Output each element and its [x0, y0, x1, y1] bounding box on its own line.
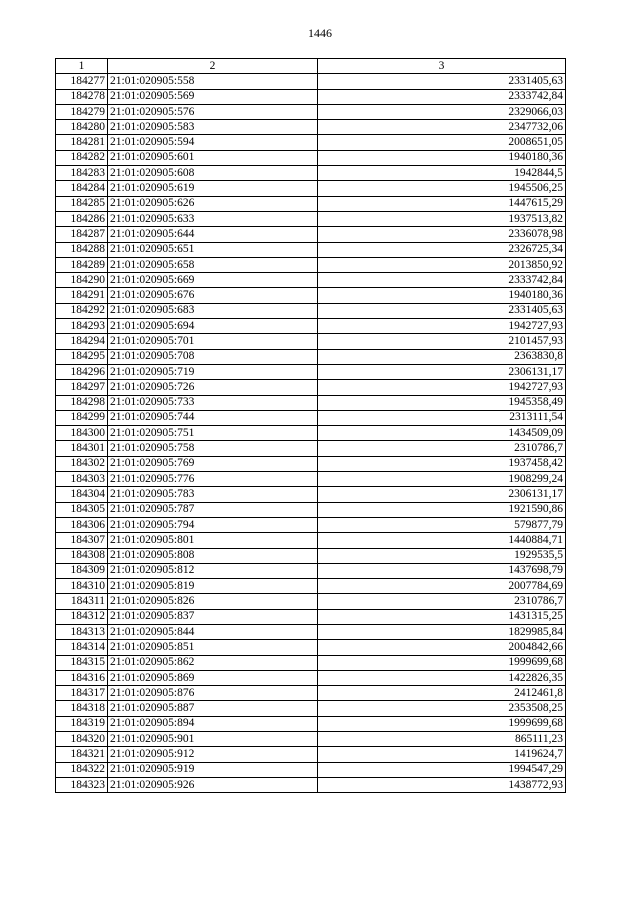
cadastral-number-cell: 21:01:020905:783: [108, 487, 318, 502]
row-number-cell: 184278: [56, 89, 108, 104]
row-number-cell: 184283: [56, 166, 108, 181]
cadastral-number-cell: 21:01:020905:808: [108, 548, 318, 563]
cadastral-number-cell: 21:01:020905:758: [108, 441, 318, 456]
cadastral-number-cell: 21:01:020905:683: [108, 303, 318, 318]
table-row: [56, 762, 566, 777]
cadastral-number-cell: 21:01:020905:576: [108, 104, 318, 119]
row-number-cell: 184307: [56, 533, 108, 548]
table-row: [56, 364, 566, 379]
row-number-cell: 184303: [56, 472, 108, 487]
cadastral-value-cell: 2329066,03: [318, 104, 566, 119]
cadastral-number-cell: 21:01:020905:733: [108, 395, 318, 410]
table-row: [56, 196, 566, 211]
table-row: [56, 211, 566, 226]
cadastral-value-cell: 2306131,17: [318, 364, 566, 379]
row-number-cell: 184311: [56, 594, 108, 609]
cadastral-number-cell: 21:01:020905:744: [108, 410, 318, 425]
row-number-cell: 184277: [56, 74, 108, 89]
cadastral-number-cell: 21:01:020905:658: [108, 257, 318, 272]
cadastral-number-cell: 21:01:020905:837: [108, 609, 318, 624]
cadastral-number-cell: 21:01:020905:608: [108, 166, 318, 181]
table-row: [56, 120, 566, 135]
cadastral-number-cell: 21:01:020905:558: [108, 74, 318, 89]
cadastral-value-cell: 2347732,06: [318, 120, 566, 135]
row-number-cell: 184323: [56, 777, 108, 792]
cadastral-value-cell: 1447615,29: [318, 196, 566, 211]
table-row: [56, 74, 566, 89]
table-header-row: [56, 59, 566, 74]
table-row: [56, 747, 566, 762]
page-number: 1446: [308, 26, 332, 40]
table-row: [56, 288, 566, 303]
table-row: [56, 655, 566, 670]
cadastral-value-cell: 1945358,49: [318, 395, 566, 410]
row-number-cell: 184315: [56, 655, 108, 670]
cadastral-number-cell: 21:01:020905:801: [108, 533, 318, 548]
row-number-cell: 184285: [56, 196, 108, 211]
row-number-cell: 184291: [56, 288, 108, 303]
table-row: [56, 135, 566, 150]
table-row: [56, 640, 566, 655]
cadastral-value-cell: 2331405,63: [318, 303, 566, 318]
cadastral-number-cell: 21:01:020905:583: [108, 120, 318, 135]
table-row: [56, 472, 566, 487]
table-row: [56, 166, 566, 181]
cadastral-value-cell: 2101457,93: [318, 334, 566, 349]
row-number-cell: 184294: [56, 334, 108, 349]
row-number-cell: 184318: [56, 701, 108, 716]
cadastral-value-cell: 1940180,36: [318, 150, 566, 165]
cadastral-number-cell: 21:01:020905:751: [108, 426, 318, 441]
cadastral-value-cell: 1437698,79: [318, 563, 566, 578]
table-row: [56, 334, 566, 349]
cadastral-number-cell: 21:01:020905:651: [108, 242, 318, 257]
cadastral-value-cell: 1434509,09: [318, 426, 566, 441]
table-row: [56, 319, 566, 334]
cadastral-number-cell: 21:01:020905:633: [108, 211, 318, 226]
table-row: [56, 686, 566, 701]
row-number-cell: 184292: [56, 303, 108, 318]
cadastral-number-cell: 21:01:020905:887: [108, 701, 318, 716]
table-row: [56, 380, 566, 395]
cadastral-value-cell: 2310786,7: [318, 441, 566, 456]
cadastral-number-cell: 21:01:020905:912: [108, 747, 318, 762]
cadastral-value-cell: 2326725,34: [318, 242, 566, 257]
row-number-cell: 184295: [56, 349, 108, 364]
table-row: [56, 150, 566, 165]
table-row: [56, 701, 566, 716]
cadastral-value-cell: 2306131,17: [318, 487, 566, 502]
cadastral-value-cell: 1438772,93: [318, 777, 566, 792]
cadastral-value-cell: 2008651,05: [318, 135, 566, 150]
cadastral-value-cell: 2310786,7: [318, 594, 566, 609]
row-number-cell: 184296: [56, 364, 108, 379]
cadastral-number-cell: 21:01:020905:926: [108, 777, 318, 792]
row-number-cell: 184304: [56, 487, 108, 502]
cadastral-value-cell: 2007784,69: [318, 579, 566, 594]
table-row: [56, 227, 566, 242]
cadastral-value-cell: 2331405,63: [318, 74, 566, 89]
table-row: [56, 517, 566, 532]
table-row: [56, 395, 566, 410]
cadastral-value-cell: 1937513,82: [318, 211, 566, 226]
row-number-cell: 184279: [56, 104, 108, 119]
cadastral-number-cell: 21:01:020905:719: [108, 364, 318, 379]
cadastral-number-cell: 21:01:020905:826: [108, 594, 318, 609]
cadastral-number-cell: 21:01:020905:644: [108, 227, 318, 242]
cadastral-number-cell: 21:01:020905:787: [108, 502, 318, 517]
column-header-3: 3: [318, 59, 566, 74]
table-row: [56, 487, 566, 502]
cadastral-number-cell: 21:01:020905:769: [108, 456, 318, 471]
row-number-cell: 184293: [56, 319, 108, 334]
row-number-cell: 184309: [56, 563, 108, 578]
cadastral-number-cell: 21:01:020905:819: [108, 579, 318, 594]
cadastral-value-cell: 2004842,66: [318, 640, 566, 655]
cadastral-number-cell: 21:01:020905:901: [108, 732, 318, 747]
cadastral-value-cell: 1994547,29: [318, 762, 566, 777]
row-number-cell: 184290: [56, 273, 108, 288]
table-row: [56, 716, 566, 731]
cadastral-value-cell: 1999699,68: [318, 655, 566, 670]
table-row: [56, 777, 566, 792]
row-number-cell: 184317: [56, 686, 108, 701]
table-row: [56, 732, 566, 747]
table-row: [56, 502, 566, 517]
row-number-cell: 184306: [56, 517, 108, 532]
cadastral-value-cell: 1929535,5: [318, 548, 566, 563]
cadastral-value-cell: 2333742,84: [318, 273, 566, 288]
cadastral-value-cell: 1940180,36: [318, 288, 566, 303]
row-number-cell: 184319: [56, 716, 108, 731]
row-number-cell: 184300: [56, 426, 108, 441]
table-row: [56, 303, 566, 318]
table-row: [56, 563, 566, 578]
column-header-2: 2: [108, 59, 318, 74]
cadastral-value-cell: 1431315,25: [318, 609, 566, 624]
cadastral-number-cell: 21:01:020905:701: [108, 334, 318, 349]
cadastral-value-cell: 865111,23: [318, 732, 566, 747]
row-number-cell: 184322: [56, 762, 108, 777]
row-number-cell: 184297: [56, 380, 108, 395]
cadastral-value-cell: 2313111,54: [318, 410, 566, 425]
row-number-cell: 184280: [56, 120, 108, 135]
table-row: [56, 181, 566, 196]
cadastral-value-cell: 579877,79: [318, 517, 566, 532]
table-row: [56, 426, 566, 441]
cadastral-value-cell: 2353508,25: [318, 701, 566, 716]
row-number-cell: 184289: [56, 257, 108, 272]
cadastral-number-cell: 21:01:020905:676: [108, 288, 318, 303]
table-row: [56, 349, 566, 364]
cadastral-value-cell: 1422826,35: [318, 670, 566, 685]
column-header-1: 1: [56, 59, 108, 74]
row-number-cell: 184321: [56, 747, 108, 762]
row-number-cell: 184312: [56, 609, 108, 624]
row-number-cell: 184282: [56, 150, 108, 165]
cadastral-number-cell: 21:01:020905:669: [108, 273, 318, 288]
cadastral-value-cell: 1440884,71: [318, 533, 566, 548]
cadastral-value-cell: 2363830,8: [318, 349, 566, 364]
cadastral-number-cell: 21:01:020905:894: [108, 716, 318, 731]
cadastral-value-cell: 1921590,86: [318, 502, 566, 517]
cadastral-value-cell: 1937458,42: [318, 456, 566, 471]
table-row: [56, 89, 566, 104]
table-row: [56, 594, 566, 609]
row-number-cell: 184287: [56, 227, 108, 242]
cadastral-value-cell: 1908299,24: [318, 472, 566, 487]
cadastral-value-cell: 1999699,68: [318, 716, 566, 731]
table-row: [56, 579, 566, 594]
table-row: [56, 257, 566, 272]
cadastral-value-table: [55, 58, 566, 793]
row-number-cell: 184301: [56, 441, 108, 456]
row-number-cell: 184286: [56, 211, 108, 226]
table-row: [56, 670, 566, 685]
cadastral-value-cell: 1829985,84: [318, 624, 566, 639]
cadastral-number-cell: 21:01:020905:844: [108, 624, 318, 639]
cadastral-number-cell: 21:01:020905:876: [108, 686, 318, 701]
row-number-cell: 184310: [56, 579, 108, 594]
row-number-cell: 184308: [56, 548, 108, 563]
table-row: [56, 410, 566, 425]
table-row: [56, 609, 566, 624]
cadastral-value-cell: 1942727,93: [318, 380, 566, 395]
cadastral-number-cell: 21:01:020905:594: [108, 135, 318, 150]
row-number-cell: 184302: [56, 456, 108, 471]
cadastral-number-cell: 21:01:020905:776: [108, 472, 318, 487]
cadastral-value-cell: 1945506,25: [318, 181, 566, 196]
cadastral-number-cell: 21:01:020905:626: [108, 196, 318, 211]
row-number-cell: 184305: [56, 502, 108, 517]
cadastral-number-cell: 21:01:020905:862: [108, 655, 318, 670]
table-row: [56, 624, 566, 639]
cadastral-value-cell: 1419624,7: [318, 747, 566, 762]
cadastral-number-cell: 21:01:020905:919: [108, 762, 318, 777]
row-number-cell: 184298: [56, 395, 108, 410]
cadastral-number-cell: 21:01:020905:694: [108, 319, 318, 334]
row-number-cell: 184313: [56, 624, 108, 639]
cadastral-value-cell: 2336078,98: [318, 227, 566, 242]
cadastral-value-cell: 2333742,84: [318, 89, 566, 104]
cadastral-value-cell: 2412461,8: [318, 686, 566, 701]
cadastral-number-cell: 21:01:020905:812: [108, 563, 318, 578]
row-number-cell: 184299: [56, 410, 108, 425]
cadastral-value-cell: 1942844,5: [318, 166, 566, 181]
row-number-cell: 184314: [56, 640, 108, 655]
table-row: [56, 533, 566, 548]
row-number-cell: 184288: [56, 242, 108, 257]
cadastral-number-cell: 21:01:020905:869: [108, 670, 318, 685]
cadastral-number-cell: 21:01:020905:619: [108, 181, 318, 196]
table-row: [56, 242, 566, 257]
table-row: [56, 441, 566, 456]
cadastral-value-cell: 2013850,92: [318, 257, 566, 272]
cadastral-number-cell: 21:01:020905:794: [108, 517, 318, 532]
cadastral-value-cell: 1942727,93: [318, 319, 566, 334]
row-number-cell: 184284: [56, 181, 108, 196]
row-number-cell: 184281: [56, 135, 108, 150]
table-row: [56, 548, 566, 563]
table-body: [56, 74, 566, 793]
cadastral-number-cell: 21:01:020905:601: [108, 150, 318, 165]
cadastral-number-cell: 21:01:020905:726: [108, 380, 318, 395]
cadastral-number-cell: 21:01:020905:708: [108, 349, 318, 364]
table-row: [56, 456, 566, 471]
table-row: [56, 104, 566, 119]
cadastral-number-cell: 21:01:020905:851: [108, 640, 318, 655]
row-number-cell: 184320: [56, 732, 108, 747]
table-row: [56, 273, 566, 288]
row-number-cell: 184316: [56, 670, 108, 685]
cadastral-number-cell: 21:01:020905:569: [108, 89, 318, 104]
